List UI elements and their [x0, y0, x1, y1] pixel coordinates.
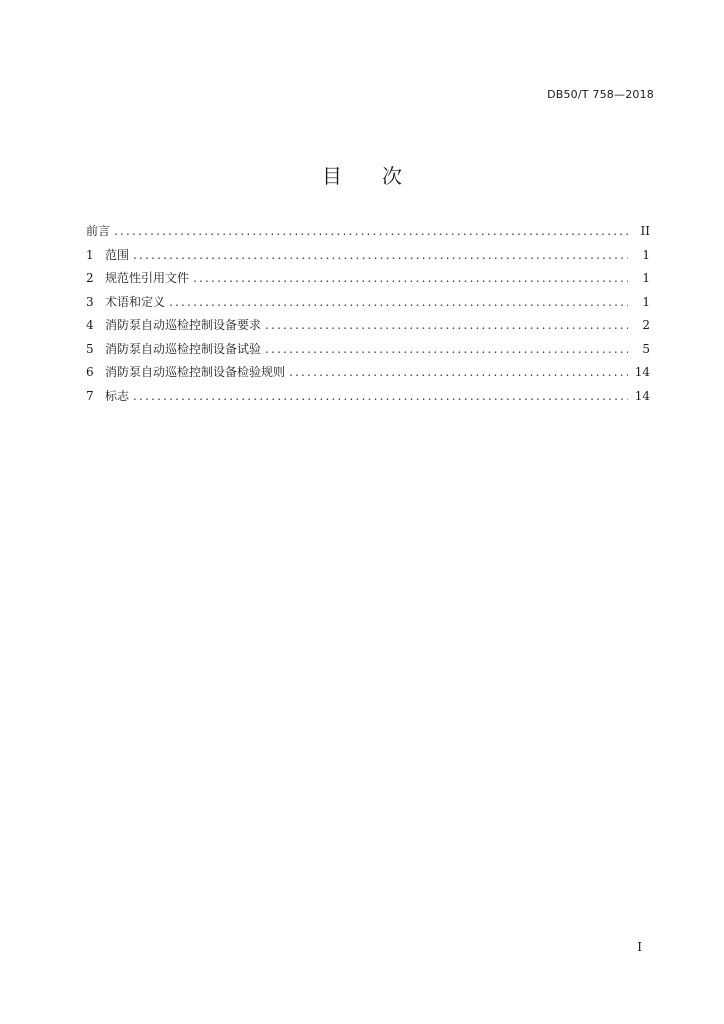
toc-item-page: 1 — [642, 271, 650, 285]
toc-item-number: 5 — [86, 341, 94, 356]
toc-item-page: II — [640, 224, 650, 238]
toc-item-label: 规范性引用文件 — [105, 271, 190, 285]
toc-item-label: 范围 — [105, 247, 130, 262]
toc-leader-dots — [289, 361, 628, 385]
toc-leader-dots — [193, 267, 628, 291]
toc-leader-dots — [133, 385, 628, 409]
toc-item-page: 2 — [642, 318, 650, 332]
toc-leader-dots — [133, 244, 628, 268]
toc-item-page: 1 — [642, 294, 650, 309]
toc-item-label: 消防泵自动巡检控制设备检验规则 — [105, 365, 286, 379]
toc-leader-dots — [169, 291, 628, 315]
toc-item-label: 前言 — [86, 224, 111, 238]
toc-item-label: 术语和定义 — [105, 294, 166, 309]
toc-item-foreword[interactable] — [86, 220, 650, 244]
toc-item-number: 1 — [86, 247, 94, 262]
toc-item-normative-references[interactable] — [86, 267, 650, 291]
toc-item-page: 14 — [634, 388, 650, 403]
toc-item-label: 标志 — [105, 388, 130, 403]
toc-item-number: 3 — [86, 294, 94, 309]
toc-item-number: 2 — [86, 271, 94, 285]
toc-item-tests[interactable] — [86, 338, 650, 362]
title-char-1: 目 — [322, 164, 342, 188]
toc-item-marking[interactable] — [86, 385, 650, 409]
toc-leader-dots — [265, 338, 628, 362]
toc-item-label: 消防泵自动巡检控制设备试验 — [105, 341, 262, 356]
toc-item-page: 5 — [642, 341, 650, 356]
toc-item-page: 1 — [642, 247, 650, 262]
toc-item-page: 14 — [634, 365, 650, 379]
toc-item-number: 4 — [86, 318, 94, 332]
title-char-2: 次 — [382, 164, 402, 188]
toc-leader-dots — [265, 314, 628, 338]
toc-leader-dots — [114, 220, 628, 244]
toc-list — [86, 220, 650, 408]
page-number: I — [637, 940, 642, 954]
toc-item-inspection-rules[interactable] — [86, 361, 650, 385]
toc-item-terms-definitions[interactable] — [86, 291, 650, 315]
toc-item-label: 消防泵自动巡检控制设备要求 — [105, 318, 262, 332]
toc-item-scope[interactable] — [86, 244, 650, 268]
toc-item-number: 6 — [86, 365, 94, 379]
toc-item-requirements[interactable] — [86, 314, 650, 338]
toc-item-number: 7 — [86, 388, 94, 403]
page-title — [0, 160, 724, 189]
document-code: DB50/T 758—2018 — [547, 88, 654, 101]
